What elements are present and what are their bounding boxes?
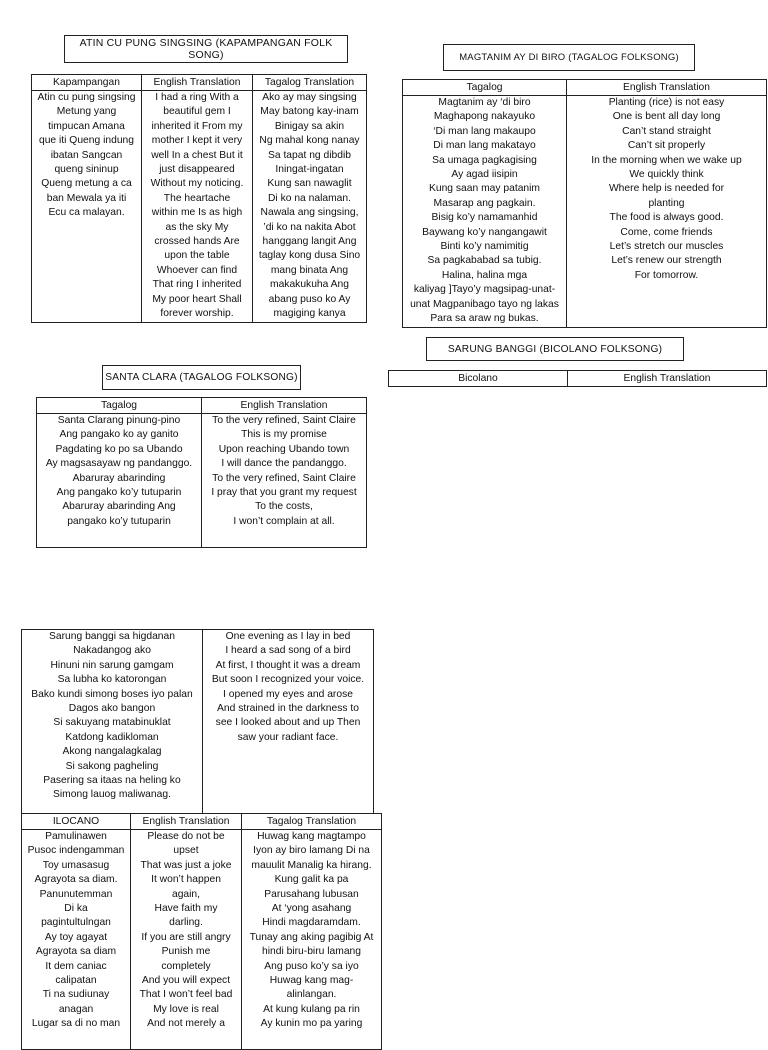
magtanim-title-text: MAGTANIM AY DI BIRO (TAGALOG FOLKSONG) [459, 52, 679, 63]
lyric-line: just disappeared [159, 164, 235, 176]
lyric-line: Come, come friends [620, 226, 713, 238]
lyric-line: One evening as I lay in bed [225, 631, 351, 642]
lyric-line: pangako ko’y tutuparin [67, 515, 171, 527]
lyric-line: Binti ko’y namimitig [440, 241, 529, 253]
lyric-line: This is my promise [241, 429, 327, 441]
lyric-line: Pamulinawen [45, 831, 107, 842]
lyric-line: Whoever can find [156, 264, 238, 276]
lyric-line: Abaruray abarinding [72, 472, 166, 484]
lyric-line: Simong lauog maliwanag. [53, 789, 171, 801]
lyric-line: Si sakong pagheling [65, 760, 159, 772]
atin-title-text: ATIN CU PUNG SINGSING (KAPAMPANGAN FOLK SONG) [79, 37, 333, 61]
lyric-line: mang binata Ang [270, 264, 349, 276]
lyric-line: Akong nangalagkalag [62, 746, 162, 758]
ilocano-table [21, 813, 382, 1050]
lyric-line: beautiful gem I [163, 106, 231, 118]
lyric-line: planting [648, 197, 685, 209]
santa-title-text: SANTA CLARA (TAGALOG FOLKSONG) [105, 372, 298, 383]
lyric-line: inherited it From my [151, 120, 243, 132]
lyric-line: Toy umasasug [42, 859, 110, 871]
lyric-line: Ang puso ko’y sa iyo [264, 960, 359, 972]
lyric-line: abang puso ko Ay [268, 293, 351, 305]
ilocano-lyrics-row [22, 830, 382, 1050]
atin-lyrics-row [32, 91, 367, 323]
lyric-line: mother I kept it very [151, 135, 243, 147]
lyric-line: To the very refined, Saint Claire [212, 415, 356, 426]
lyric-line: It dem caniac [45, 960, 107, 972]
lyric-line: Metung yang [56, 106, 117, 118]
lyric-line: At kung kulang pa rin [263, 1003, 360, 1015]
lyric-line: Panunutemman [39, 888, 113, 900]
lyric-line: My poor heart Shall [152, 293, 242, 305]
sarung-header-row [389, 371, 767, 387]
lyric-line: Huwag kang magtampo [257, 831, 366, 842]
santa-tagalog-lyrics [37, 414, 202, 548]
lyric-line: Please do not be [147, 831, 225, 842]
santa-header-tagalog: Tagalog [37, 398, 202, 414]
magtanim-table [402, 79, 767, 328]
lyric-line: Iningat-ingatan [275, 164, 344, 176]
lyric-line: Di ka [64, 903, 88, 915]
lyric-line: Masarap ang pagkain. [433, 197, 536, 209]
atin-header-english: English Translation [142, 75, 253, 91]
santa-header-english: English Translation [202, 398, 367, 414]
santa-header-row [37, 398, 367, 414]
magtanim-header-tagalog: Tagalog [403, 80, 567, 96]
ilocano-ilocano-lyrics [22, 830, 131, 1050]
lyric-line: Ay kunin mo pa yaring [260, 1018, 363, 1030]
lyric-line: Binigay sa akin [274, 120, 345, 132]
lyric-line: And you will expect [141, 975, 231, 987]
lyric-line: Without my noticing. [150, 178, 244, 190]
sarung-english-lyrics [203, 630, 374, 814]
sarung-header-english: English Translation [568, 371, 767, 387]
ilocano-header-tagalog: Tagalog Translation [242, 814, 382, 830]
lyric-line: Ay magsasayaw ng pandanggo. [45, 458, 193, 470]
lyric-line: To the costs, [255, 501, 313, 513]
atin-table [31, 74, 367, 323]
lyric-line: Pagdating ko po sa Ubando [55, 443, 183, 455]
lyric-line: We quickly think [629, 169, 704, 181]
atin-header-kapampangan: Kapampangan [32, 75, 142, 91]
lyric-line: Ang pangako ko’y tutuparin [56, 487, 182, 499]
lyric-line: In the morning when we wake up [591, 154, 742, 166]
sarung-title-text: SARUNG BANGGI (BICOLANO FOLKSONG) [447, 343, 663, 355]
atin-header-row [32, 75, 367, 91]
lyric-line: Kung san nawaglit [267, 178, 352, 190]
lyric-line: And not merely a [147, 1018, 225, 1030]
atin-kapampangan-lyrics [32, 91, 142, 323]
lyric-line: makakukuha Ang [270, 279, 349, 291]
lyric-line: That ring I inherited [152, 279, 242, 291]
lyric-line: que iti Queng indung [38, 135, 135, 147]
lyric-line: see I looked about and up Then [215, 717, 361, 729]
ilocano-english-lyrics [131, 830, 242, 1050]
lyric-line: within me Is as high [151, 207, 243, 219]
ilocano-header-english: English Translation [131, 814, 242, 830]
sarung-header-bicolano: Bicolano [389, 371, 568, 387]
lyric-line: Bako kundi simong boses iyo palan [31, 688, 193, 700]
lyric-line: again, [171, 888, 201, 900]
lyric-line: Di man lang makatayo [433, 140, 536, 152]
lyric-line: Agrayota sa diam [35, 946, 117, 958]
sarung-title [426, 337, 684, 361]
santa-english-lyrics [202, 414, 367, 548]
lyric-line: Nawala ang singsing, [260, 207, 359, 219]
lyric-line: completely [161, 960, 211, 972]
lyric-line: For tomorrow. [634, 269, 699, 281]
lyric-line: Ang pangako ko ay ganito [59, 429, 179, 441]
magtanim-tagalog-lyrics [403, 96, 567, 328]
lyric-line: Halina, halina mga [441, 269, 528, 281]
lyric-line: Can’t stand straight [622, 125, 711, 137]
magtanim-header-english: English Translation [567, 80, 767, 96]
lyric-line: taglay kong dusa Sino [258, 250, 361, 262]
lyric-line: That was just a joke [140, 859, 232, 871]
lyric-line: Ako ay may singsing [262, 92, 357, 103]
lyric-line: I opened my eyes and arose [223, 688, 353, 700]
lyric-line: alinlangan. [286, 989, 337, 1001]
atin-english-lyrics [142, 91, 253, 323]
lyric-line: hanggang langit Ang [262, 236, 357, 248]
lyric-line: Queng metung a ca [41, 178, 132, 190]
lyric-line: Agrayota sa diam. [34, 874, 118, 886]
lyric-line: kaliyag ]Tayo’y magsipag-unat- [413, 284, 556, 296]
lyric-line: Upon reaching Ubando town [218, 443, 350, 455]
lyric-line: Bisig ko’y namamanhid [431, 212, 538, 224]
lyric-line: I heard a sad song of a bird [225, 645, 351, 657]
lyric-line: as the sky My [165, 221, 229, 233]
lyric-line: I will dance the pandanggo. [221, 458, 347, 470]
lyric-line: Lugar sa di no man [31, 1018, 121, 1030]
lyric-line: I won’t complain at all. [233, 515, 335, 527]
lyric-line: Santa Clarang pinung-pino [57, 415, 181, 426]
lyric-line: Abaruray abarinding Ang [62, 501, 176, 513]
lyric-line: If you are still angry [141, 931, 231, 943]
santa-table [36, 397, 367, 548]
ilocano-header-ilocano: ILOCANO [22, 814, 131, 830]
lyric-line: Sa umaga pagkagising [432, 154, 537, 166]
lyric-line: Let’s stretch our muscles [609, 241, 724, 253]
lyric-line: Ay agad iisipin [451, 169, 518, 181]
lyric-line: calipatan [55, 975, 97, 987]
lyric-line: darling. [169, 917, 203, 929]
lyric-line: That I won’t feel bad [139, 989, 233, 1001]
lyric-line: But soon I recognized your voice. [211, 674, 365, 686]
lyric-line: Huwag kang mag- [269, 975, 354, 987]
magtanim-lyrics-row [403, 96, 767, 328]
lyric-line: anagan [58, 1003, 94, 1015]
lyric-line: Dagos ako bangon [68, 703, 156, 715]
sarung-header-table [388, 370, 767, 387]
lyric-line: Hinuni nin sarung gamgam [50, 659, 174, 671]
lyric-line: pagintultulngan [41, 917, 111, 929]
lyric-line: At ‘yong asahang [271, 903, 352, 915]
lyric-line: forever worship. [160, 308, 234, 320]
lyric-line: Let’s renew our strength [611, 255, 722, 267]
lyric-line: ‘Di man lang makaupo [433, 125, 536, 137]
lyric-line: Maghapong nakayuko [433, 111, 536, 123]
lyric-line: mauulit Manalig ka hirang. [251, 859, 372, 871]
sarung-lyrics-table [21, 629, 374, 814]
lyric-line: hindi biru-biru lamang [261, 946, 362, 958]
lyric-line: Kung galit ka pa [274, 874, 349, 886]
lyric-line: Atin cu pung singsing [37, 92, 136, 103]
lyric-line: upon the table [164, 250, 230, 262]
lyric-line: crossed hands Are [154, 236, 240, 248]
lyric-line: ban Mewala ya iti [46, 192, 127, 204]
lyric-line: Para sa araw ng bukas. [430, 313, 539, 325]
santa-lyrics-row [37, 414, 367, 548]
lyric-line: Si sakuyang matabinuklat [53, 717, 171, 729]
sarung-bicolano-lyrics [22, 630, 203, 814]
lyric-line: To the very refined, Saint Claire [212, 472, 356, 484]
lyric-line: ’di ko na nakita Abot [263, 221, 356, 233]
lyric-line: Baywang ko’y nangangawit [422, 226, 547, 238]
magtanim-english-lyrics [567, 96, 767, 328]
lyric-line: My love is real [153, 1003, 219, 1015]
lyric-line: Magtanim ay ‘di biro [438, 97, 531, 108]
lyric-line: At first, I thought it was a dream [215, 659, 361, 671]
lyric-line: I had a ring With a [155, 92, 239, 103]
lyric-line: Kung saan may patanim [428, 183, 541, 195]
lyric-line: Ng mahal kong nanay [259, 135, 360, 147]
lyric-line: Planting (rice) is not easy [608, 97, 725, 108]
lyric-line: And strained in the darkness to [217, 703, 359, 715]
lyric-line: Where help is needed for [608, 183, 725, 195]
lyric-line: Sa lubha ko katorongan [57, 674, 167, 686]
lyric-line: Ti na sudiunay [42, 989, 110, 1001]
atin-title [64, 35, 348, 63]
lyric-line: One is bent all day long [612, 111, 721, 123]
lyric-line: Punish me [161, 946, 211, 958]
lyric-line: I pray that you grant my request [211, 487, 357, 499]
lyric-line: Iyon ay biro lamang Di na [253, 845, 370, 857]
lyric-line: magiging kanya [273, 308, 346, 320]
lyric-line: Ay toy agayat [44, 931, 108, 943]
lyric-line: Sa pagkababad sa tubig. [427, 255, 542, 267]
lyric-line: Nakadangog ako [73, 645, 151, 657]
ilocano-tagalog-lyrics [242, 830, 382, 1050]
ilocano-header-row [22, 814, 382, 830]
lyric-line: upset [173, 845, 199, 857]
lyric-line: unat Magpanibago tayo ng lakas [410, 298, 559, 310]
lyric-line: Di ko na nalaman. [268, 192, 351, 204]
lyric-line: timpucan Amana [48, 120, 125, 132]
magtanim-header-row [403, 80, 767, 96]
lyric-line: Katdong kadikloman [65, 731, 159, 743]
lyric-line: ibatan Sangcan [50, 149, 123, 161]
lyric-line: It won’t happen [151, 874, 221, 886]
lyric-line: queng sininup [54, 164, 119, 176]
lyric-line: Pasering sa itaas na heling ko [43, 775, 181, 787]
lyric-line: Can’t sit properly [627, 140, 706, 152]
lyric-line: Tunay ang aking pagibig At [249, 931, 374, 943]
lyric-line: Parusahang lubusan [264, 888, 359, 900]
lyric-line: The heartache [163, 192, 231, 204]
sarung-lyrics-row [22, 630, 374, 814]
lyric-line: well In a chest But it [151, 149, 243, 161]
lyric-line: Pusoc indengamman [27, 845, 125, 857]
lyric-line: saw your radiant face. [237, 731, 339, 743]
magtanim-title [443, 44, 695, 71]
santa-title [102, 365, 301, 390]
atin-tagalog-lyrics [253, 91, 367, 323]
lyric-line: Have faith my [154, 903, 218, 915]
lyric-line: Ecu ca malayan. [48, 207, 125, 219]
lyric-line: Sarung banggi sa higdanan [49, 631, 175, 642]
lyric-line: Hindi magdaramdam. [262, 917, 361, 929]
lyric-line: The food is always good. [609, 212, 724, 224]
atin-header-tagalog: Tagalog Translation [253, 75, 367, 91]
lyric-line: Sa tapat ng dibdib [267, 149, 351, 161]
lyric-line: May batong kay-inam [260, 106, 359, 118]
